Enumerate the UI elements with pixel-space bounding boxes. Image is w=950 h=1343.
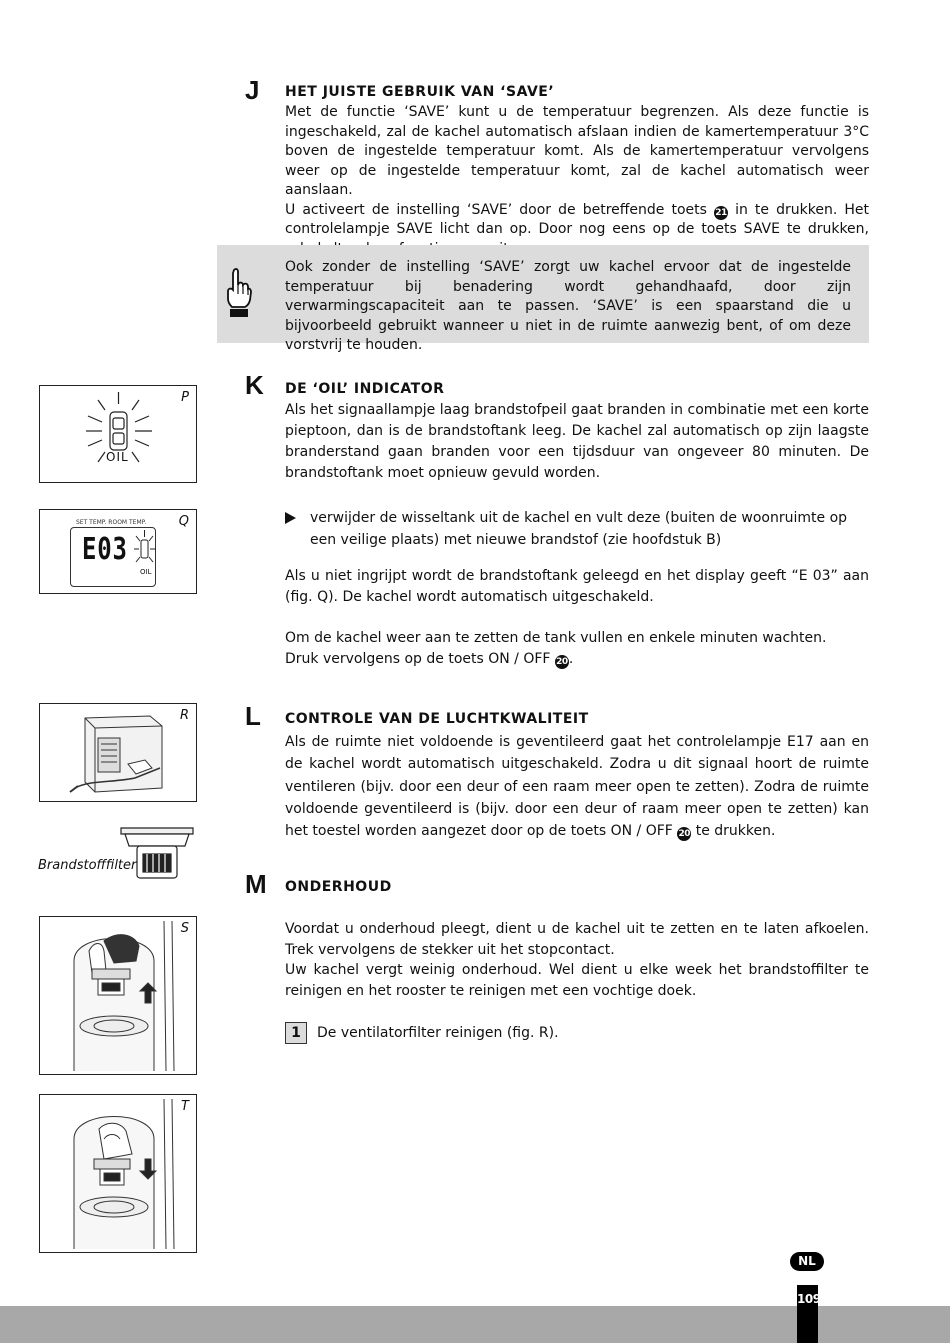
display-header: SET TEMP. ROOM TEMP. <box>76 519 147 526</box>
language-badge: NL <box>790 1252 824 1271</box>
bullet-arrow-icon <box>285 512 296 524</box>
key-reference-20: 20 <box>678 829 691 840</box>
oil-label: OIL <box>140 568 152 576</box>
section-letter-l: L <box>245 701 261 731</box>
page-number: 109 <box>797 1292 821 1306</box>
error-code-display: E03 <box>82 532 128 567</box>
oil-indicator-lamp-icon <box>80 388 160 480</box>
fuel-filter-caption: Brandstofffilter <box>38 858 137 873</box>
figure-label: P <box>181 390 189 405</box>
maintenance-paragraph-2: Uw kachel vergt weinig onderhoud. Wel dient u elke week het brandstoffilter te reinigen en het rooster te reinigen met een vochtige doek. <box>285 962 869 999</box>
fuel-filter-illustration <box>115 824 197 882</box>
section-title-air-quality: CONTROLE VAN DE LUCHTKWALITEIT <box>285 711 589 727</box>
pointing-hand-icon <box>223 267 253 319</box>
figure-label: R <box>179 708 189 723</box>
key-reference-20: 20 <box>556 657 568 667</box>
oil-paragraph-2: Als u niet ingrijpt wordt de brandstoftank geleegd en het display geeft “E 03” aan (fig. Q). De kachel wordt automatisch uitgeschakeld. <box>285 568 869 605</box>
figure-r <box>39 703 197 802</box>
filter-removal-illustration <box>44 921 192 1071</box>
figure-q <box>39 509 197 594</box>
save-paragraph-1: Met de functie ‘SAVE’ kunt u de temperatuur begrenzen. Als deze functie is ingeschakeld, zal de kachel automatisch afslaan indien de kamertemperatuur 3°C boven de ingestelde temperatuur komt. Als de kamertemperatuur vervolgens weer op de ingestelde temperatuur komt, zal de kachel automatisch weer aanslaan. U activeert de instelling ‘SAVE’ door de betreffende toets 21 in te drukken. Het controlelampje SAVE licht dan op. Door nog eens op de toets SAVE te drukken, <box>285 104 869 237</box>
maintenance-paragraph-1: Voordat u onderhoud pleegt, dient u de kachel uit te zetten en te laten afkoelen. Trek vervolgens de stekker uit het stopcontact. <box>285 921 869 958</box>
note-box <box>217 245 869 353</box>
refill-instruction: verwijder de wisseltank uit de kachel en vult deze (buiten de woonruimte op een veilige plaats) met nieuwe brandstof (zie hoofdstuk B) <box>285 507 869 551</box>
figure-label: S <box>180 921 189 936</box>
heater-filter-illustration <box>50 708 180 798</box>
figure-label: T <box>181 1099 189 1114</box>
figure-t <box>39 1094 197 1253</box>
figure-p <box>39 385 197 483</box>
section-title-maintenance: ONDERHOUD <box>285 879 392 895</box>
figure-s <box>39 916 197 1075</box>
section-title-oil: DE ‘OIL’ INDICATOR <box>285 381 445 397</box>
maintenance-step-1 <box>285 1022 559 1044</box>
filter-insertion-illustration <box>44 1099 192 1249</box>
step-text: De ventilatorfilter reinigen (fig. R). <box>317 1025 559 1041</box>
oil-paragraph-1: Als het signaallampje laag brandstofpeil gaat branden in combinatie met een korte pieptoon, dan is de brandstoftank leeg. De kachel zal automatisch op zijn laagste branderstand gaan branden voor een tijdsduur van ongeveer 80 minuten. De brandstoftank moet opnieuw gevuld worden. <box>285 402 869 481</box>
key-reference-21: 21 <box>715 207 727 218</box>
section-letter-m: M <box>245 869 267 899</box>
section-letter-j: J <box>245 75 260 105</box>
page-number-tab <box>797 1285 821 1343</box>
note-text: Ook zonder de instelling ‘SAVE’ zorgt uw kachel ervoor dat de ingestelde temperatuur bij benadering wordt gehandhaafd, door zijn verwarmingscapaciteit aan te passen. ‘SAVE’ is een spaarstand die u bijvoorbeeld gebruikt wanneer u niet in de ruimte aanwezig bent, of om deze vorstvrij te houden. <box>285 259 851 353</box>
oil-label: OIL <box>106 450 129 464</box>
step-number: 1 <box>285 1022 307 1044</box>
figure-label: Q <box>178 514 189 529</box>
air-quality-paragraph: Als de ruimte niet voldoende is geventileerd gaat het controlelampje E17 aan en de kachel wordt automatisch uitgeschakeld. Zodra u dit signaal hoort de ruimte ventileren (bijv. door een deur of een raam meer open te zetten). Zodra de ruimte voldoende geventileerd is (bijv. door een deur of raam meer open te zetten) kan het toestel worden aangezet door op de toets ON / OFF 20 te drukken. <box>285 734 869 840</box>
oil-paragraph-3: Om de kachel weer aan te zetten de tank vullen en enkele minuten wachten. Druk vervolgens op de toets ON / OFF 20. <box>285 630 827 667</box>
section-title-save: HET JUISTE GEBRUIK VAN ‘SAVE’ <box>285 84 555 100</box>
section-letter-k: K <box>245 370 264 400</box>
